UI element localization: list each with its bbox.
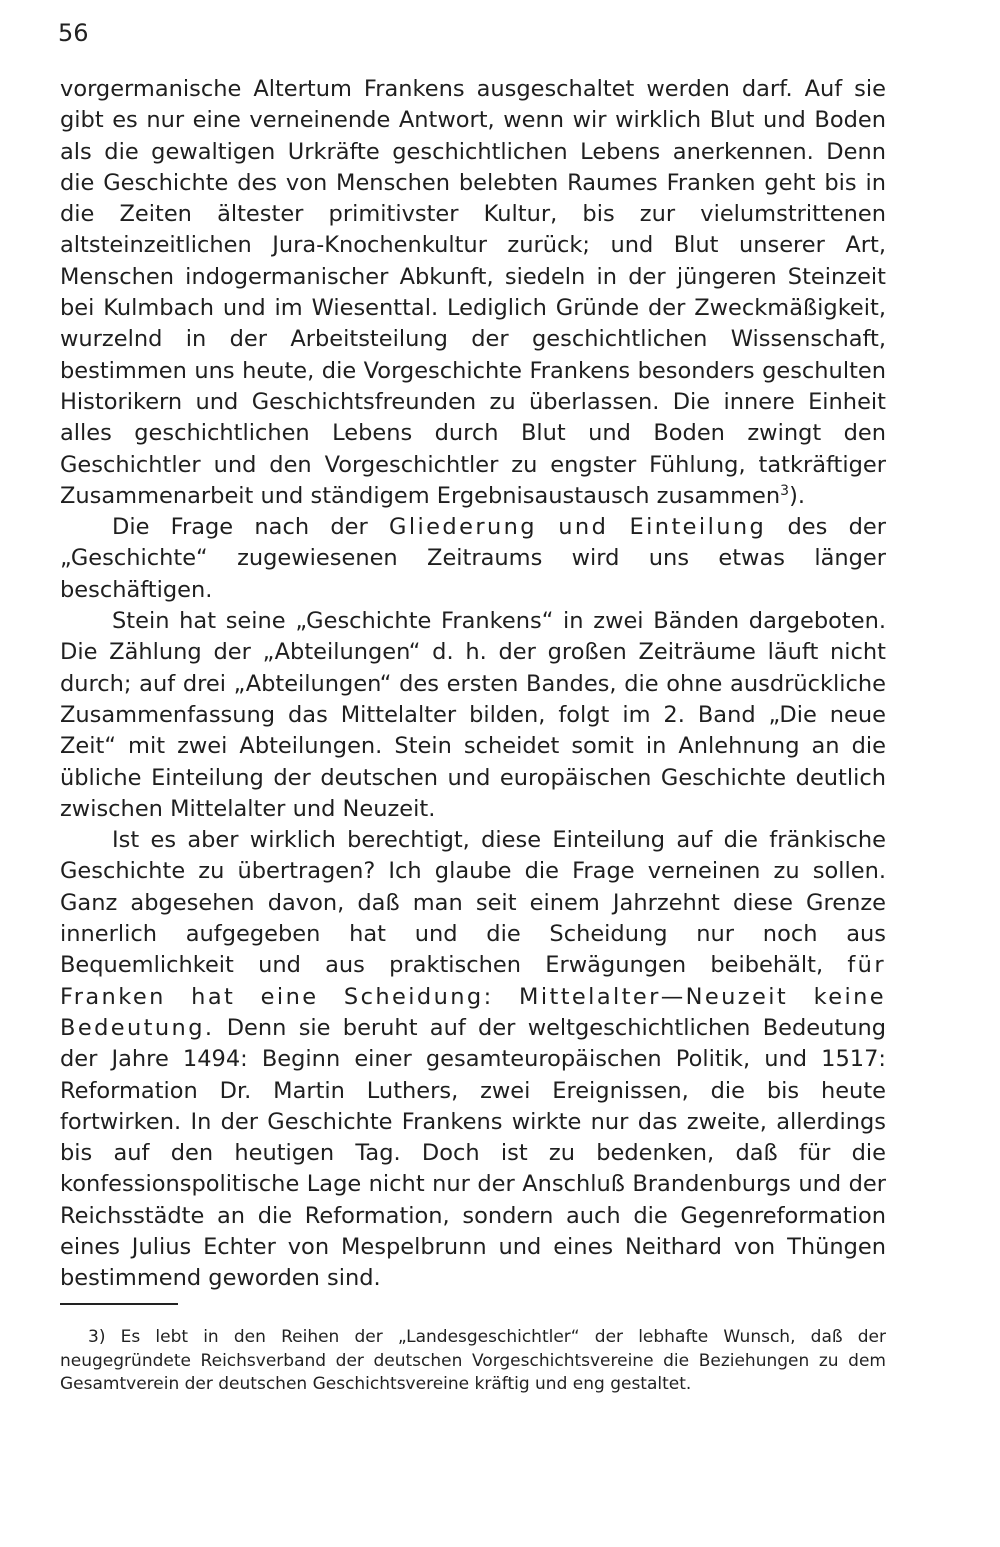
paragraph-1-text: vorgermanische Altertum Frankens ausgeschaltet werden darf. Auf sie gibt es nur eine verneinende Antwort, wenn wir wirklich Blut und Boden als die gewaltigen Urkräfte geschichtlichen Lebens anerkennen. Denn die Geschichte des von Menschen belebten Raumes Franken geht bis in die Zeiten ältester primitivster Kultur, bis zur vielumstrittenen altsteinzeitlichen Jura-Knochenkultur zurück; und Blut unserer Art, Menschen indogermanischer Abkunft, siedeln in der jüngeren Steinzeit bei Kulmbach und im Wiesenttal. Lediglich Gründe der Zweckmäßigkeit, wurzelnd in der Arbeitsteilung der geschichtlichen Wissenschaft, bestimmen uns heute, die Vorgeschichte Frankens besonders geschulten Historikern und Geschichtsfreunden zu überlassen. Die innere Einheit alles geschichtlichen Lebens durch Blut und Boden zwingt den Geschichtler und den Vorgeschichtler zu engster Fühlung, tatkräftiger Zusammenarbeit und ständigem Ergebnisaustausch zusammen: [60, 76, 886, 509]
paragraph-2: [60, 512, 886, 606]
emphasis-gliederung: Gliederung: [389, 514, 537, 541]
footnote-reference: 3: [780, 482, 790, 499]
paragraph-2-mid: des der „Geschichte“: [60, 514, 886, 572]
paragraph-1-end: ).: [789, 482, 806, 509]
paragraph-1: [60, 74, 886, 512]
paragraph-4-cont: Denn sie beruht auf der weltgeschichtlichen Bedeutung der Jahre 1494: Beginn einer gesamteuropäischen Politik, und 1517: Reformation Dr. Martin Luthers, zwei Ereignissen, die bis heute fortwirken. In der Geschichte Frankens wirkte nur das zweite, allerdings bis auf den heutigen Tag. Doch ist zu bedenken, daß für die konfessionspolitische Lage nicht nur der Anschluß Brandenburgs und der Reichsstädte an die Reformation, sondern auch die Gegenreformation eines Julius Echter von Mespelbrunn und eines Neithard von Thüngen bestimmend geworden sind.: [60, 1014, 886, 1292]
emphasis-scheidung: für Franken hat eine Scheidung: Mittelalter—Neuzeit keine Bedeutung.: [60, 952, 886, 1041]
emphasis-einteilung: Einteilung: [629, 514, 767, 541]
paragraph-2-start: Die Frage nach der: [112, 514, 368, 541]
paragraph-4-text: Ist es aber wirklich berechtigt, diese Einteilung auf die fränkische Geschichte zu übertragen? Ich glaube die Frage verneinen zu sollen. Ganz abgesehen davon, daß man seit einem Jahrzehnt diese Grenze innerlich aufgegeben hat und die Scheidung nur noch aus Bequemlichkeit und aus praktischen Erwägungen beibehält,: [60, 827, 886, 979]
page-number: 56: [58, 19, 89, 47]
footnote-3: 3) Es lebt in den Reihen der „Landesgeschichtler“ der lebhafte Wunsch, daß der neugegründete Reichsverband der deutschen Vorgeschichtsvereine die Beziehungen zu dem Gesamtverein der deutschen Geschichtsvereine kräftig und eng gestaltet.: [60, 1327, 886, 1394]
paragraph-3: Stein hat seine „Geschichte Frankens“ in zwei Bänden dargeboten. Die Zählung der „Abteilungen“ d. h. der großen Zeiträume läuft nicht durch; auf drei „Abteilungen“ des ersten Bandes, die ohne ausdrückliche Zusammenfassung das Mittelalter bilden, folgt im 2. Band „Die neue Zeit“ mit zwei Abteilungen. Stein scheidet somit in Anlehnung an die übliche Einteilung der deutschen und europäischen Geschichte deutlich zwischen Mittelalter und Neuzeit.: [60, 608, 886, 822]
footnote-divider: [60, 1303, 178, 1305]
paragraph-2-end: zugewiesenen Zeitraums wird uns etwas länger beschäftigen.: [60, 545, 886, 603]
emphasis-und: und: [558, 514, 609, 541]
body-text: [60, 74, 886, 1295]
paragraph-4: [60, 825, 886, 1294]
